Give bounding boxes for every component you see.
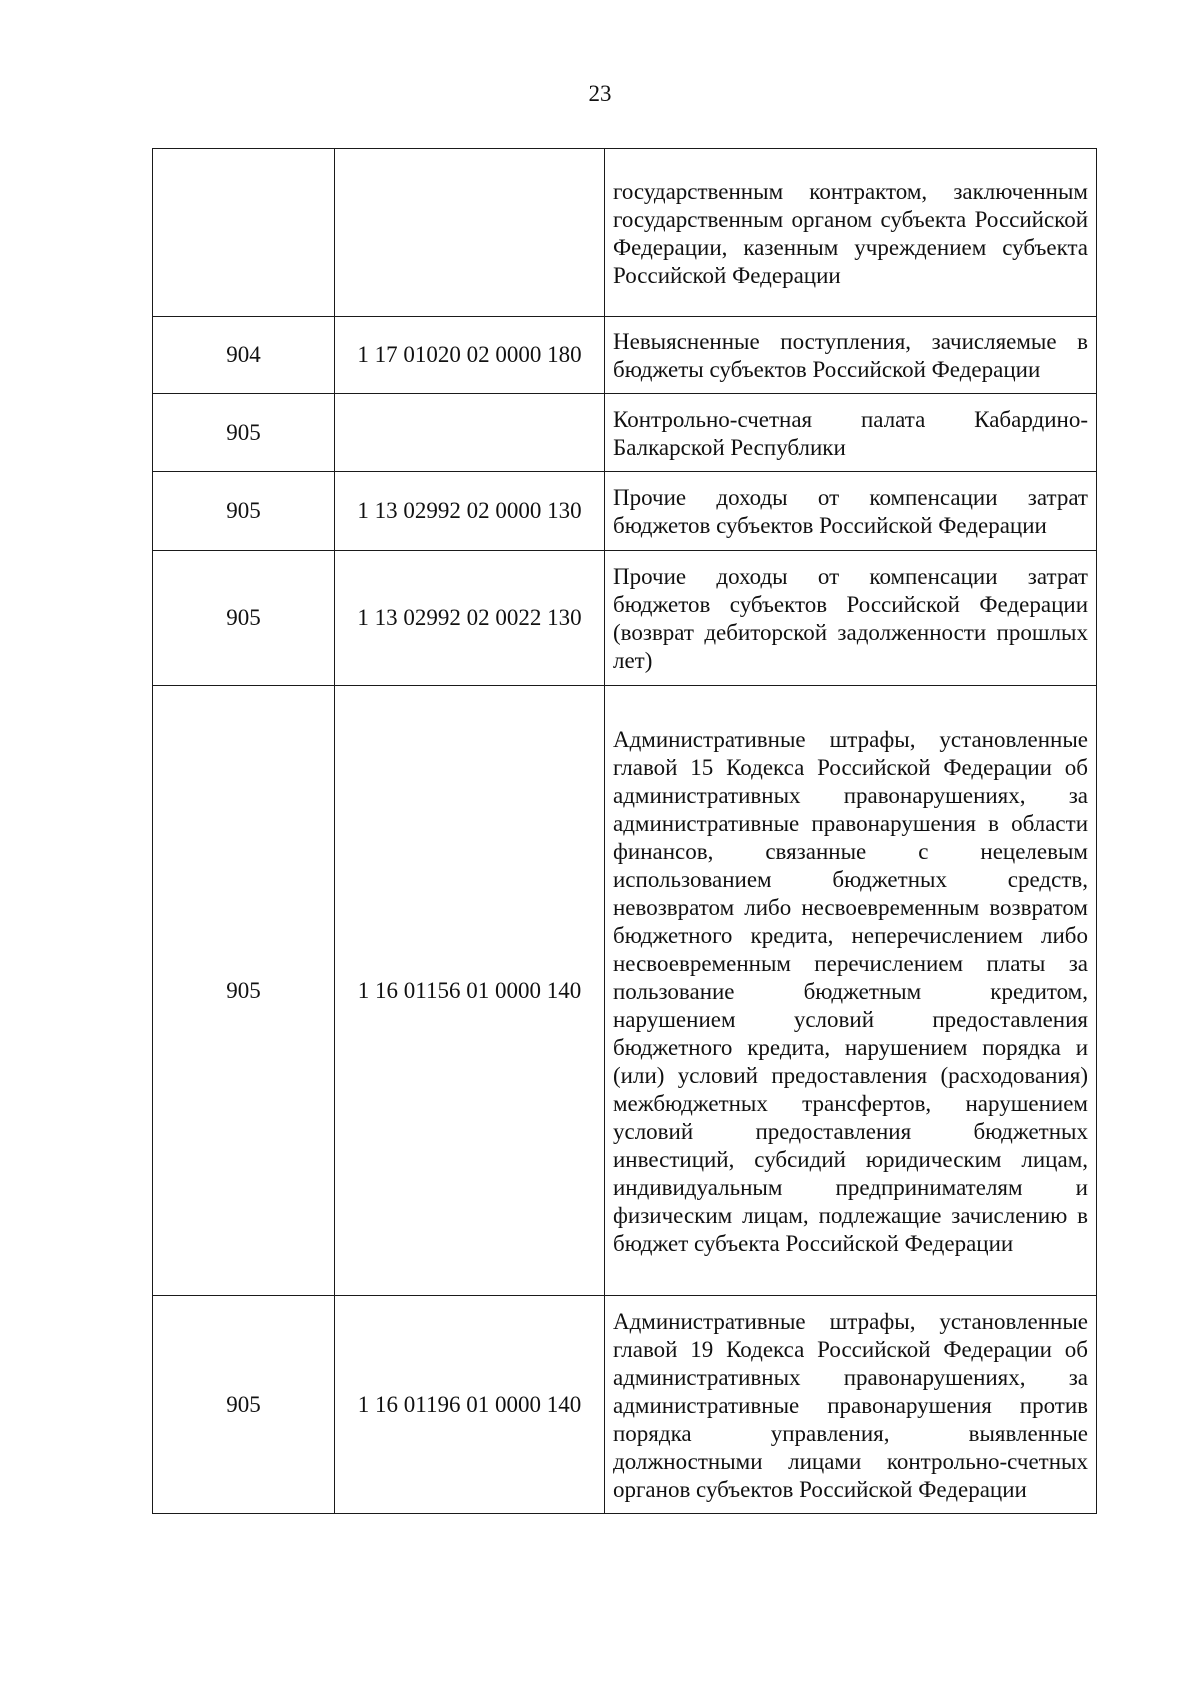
budget-code-cell: 1 17 01020 02 0000 180 (335, 317, 605, 394)
admin-code-cell: 905 (153, 394, 335, 472)
budget-code-cell: 1 13 02992 02 0000 130 (335, 472, 605, 551)
budget-code-cell: 1 16 01156 01 0000 140 (335, 686, 605, 1296)
table-row (153, 472, 1097, 551)
description-text: Прочие доходы от компенсации затрат бюджетов субъектов Российской Федерации (возврат дебиторской задолженности прошлых лет) (613, 564, 1088, 673)
admin-code-cell: 905 (153, 472, 335, 551)
table-row (153, 394, 1097, 472)
table-row (153, 1296, 1097, 1514)
description-cell (605, 149, 1097, 317)
admin-code-cell (153, 149, 335, 317)
table-row (153, 686, 1097, 1296)
description-cell (605, 551, 1097, 686)
admin-code-cell: 904 (153, 317, 335, 394)
revenue-codes-table (152, 148, 1097, 1514)
description-text: Прочие доходы от компенсации затрат бюджетов субъектов Российской Федерации (613, 485, 1088, 538)
description-cell (605, 317, 1097, 394)
description-text: Административные штрафы, установленные главой 19 Кодекса Российской Федерации об административных правонарушениях, за административные правонарушения против порядка управления, выявленные должностными лицами контрольно-счетных органов субъектов Российской Федерации (613, 1308, 1088, 1502)
description-text: Административные штрафы, установленные главой 15 Кодекса Российской Федерации об административных правонарушениях, за административные правонарушения в области финансов, связанные с нецелевым использованием бюджетных средств, невозвратом либо несвоевременным возвратом бюджетного кредита, неперечислением либо несвоевременным перечислением платы за пользование бюджетным кредитом, нарушением условий предоставления бюджетного кредита, нарушением порядка и (или) условий предоставления (расходования) межбюджетных трансфертов, нарушением условий предоставления бюджетных инвестиций, субсидий юридическим лицам, индивидуальным предпринимателям и физическим лицам, подлежащие зачислению в бюджет субъекта Российской Федерации (613, 726, 1088, 1256)
admin-code-cell: 905 (153, 551, 335, 686)
table-row (153, 149, 1097, 317)
description-cell (605, 394, 1097, 472)
budget-code-cell (335, 394, 605, 472)
budget-code-cell (335, 149, 605, 317)
page-number: 23 (588, 81, 612, 106)
description-text: Контрольно-счетная палата Кабардино-Балкарской Республики (613, 406, 1088, 460)
description-cell (605, 686, 1097, 1296)
table-row (153, 317, 1097, 394)
description-text: государственным контрактом, заключенным государственным органом субъекта Российской Федерации, казенным учреждением субъекта Российской Федерации (613, 178, 1088, 288)
description-cell (605, 1296, 1097, 1514)
budget-code-cell: 1 16 01196 01 0000 140 (335, 1296, 605, 1514)
description-text: Невыясненные поступления, зачисляемые в бюджеты субъектов Российской Федерации (613, 329, 1088, 382)
description-cell (605, 472, 1097, 551)
admin-code-cell: 905 (153, 1296, 335, 1514)
table-row (153, 551, 1097, 686)
budget-code-cell: 1 13 02992 02 0022 130 (335, 551, 605, 686)
admin-code-cell: 905 (153, 686, 335, 1296)
